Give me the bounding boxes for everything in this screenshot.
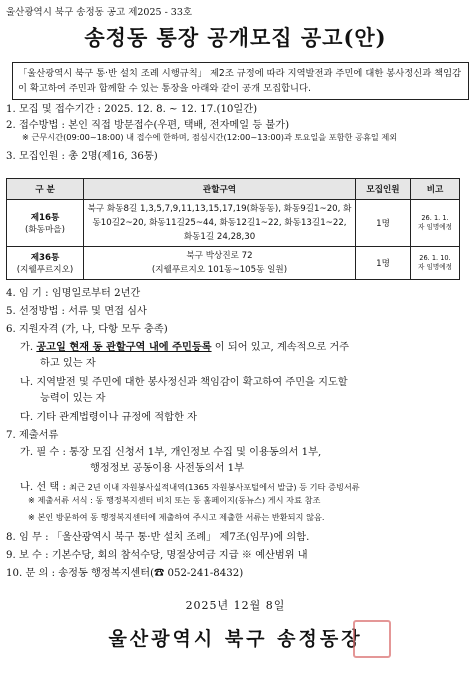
intro-text-2: 봉사정신과 책임감이 확고하여 주민과 함께할 수 있는 통장을 아래와 같이 공개 모집합니다. <box>18 68 462 94</box>
section-6-item-b-cont: 능력이 있는 자 <box>40 393 106 404</box>
section-9: 9. 보 수 : 기본수당, 회의 참석수당, 명절상여금 지급 ※ 예산범위 내 <box>6 550 308 561</box>
table-cell-division: 제16통 (화동마을) <box>7 200 84 247</box>
table-cell-remarks: 26. 1. 1. 자 임명예정 <box>411 200 460 247</box>
section-1: 1. 모집 및 접수기간 : 2025. 12. 8. ~ 12. 17.(10일간) <box>6 104 258 115</box>
table-header-count: 모집인원 <box>356 179 411 200</box>
document-header: 울산광역시 북구 송정동 공고 제2025 - 33호 <box>6 7 193 18</box>
section-3: 3. 모집인원 : 총 2명(제16, 36통) <box>6 151 158 162</box>
table-header-area: 관할구역 <box>84 179 356 200</box>
section-6-item-a: 가. 공고일 현재 동 관할구역 내에 주민등록 이 되어 있고, 계속적으로 거주 <box>20 341 350 353</box>
section-6-item-b: 나. 지역발전 및 주민에 대한 봉사정신과 책임감이 확고하여 주민을 지도할 <box>20 377 348 388</box>
intro-text-1: 「울산광역시 북구 통·반 설치 조례 시행규칙」 제2조 규정에 따라 지역발전과 주민에 대한 <box>18 68 384 79</box>
section-7-note-2: ※ 본인 방문하여 동 행정복지센터에 제출하여 주시고 제출한 서류는 반환되지 않음. <box>28 512 325 522</box>
section-6: 6. 지원자격 (가, 나, 다항 모두 충족) <box>6 324 168 335</box>
table-cell-count: 1명 <box>356 200 411 247</box>
page-title: 송정동 통장 공개모집 공고(안) <box>84 25 387 50</box>
table-row <box>7 200 460 247</box>
table-cell-count: 1명 <box>356 247 411 280</box>
section-8: 8. 임 무 : 「울산광역시 북구 통·반 설치 조례」 제7조(임무)에 의함. <box>6 532 310 543</box>
table-header-division: 구 분 <box>7 179 84 200</box>
intro-box <box>12 62 469 100</box>
table-cell-division: 제36통 (지웰푸르지오) <box>7 247 84 280</box>
table-cell-area: 북구 박상진로 72 (지웰푸르지오 101동~105동 일원) <box>84 247 356 280</box>
section-7-required: 가. 필 수 : 통장 모집 신청서 1부, 개인정보 수집 및 이용동의서 1부, <box>20 447 322 458</box>
recruitment-table <box>6 178 460 280</box>
section-7-required-cont: 행정정보 공동이용 사전동의서 1부 <box>90 463 244 474</box>
section-2-note: ※ 근무시간(09:00~18:00) 내 접수에 한하며, 점심시간(12:00~13:00)과 토요일을 포함한 공휴일 제외 <box>22 132 398 142</box>
issuer-signature: 울산광역시 북구 송정동장 <box>108 628 363 650</box>
section-7-note-1: ※ 제출서류 서식 : 동 행정복지센터 비치 또는 동 홈페이지(동뉴스) 게시 자료 참조 <box>28 495 321 505</box>
section-7: 7. 제출서류 <box>6 430 59 441</box>
table-header-remarks: 비고 <box>411 179 460 200</box>
official-seal-stamp <box>353 620 391 658</box>
section-2: 2. 접수방법 : 본인 직접 방문접수(우편, 택배, 전자메일 등 불가) <box>6 120 290 131</box>
section-6-item-c: 다. 기타 관계법령이나 규정에 적합한 자 <box>20 412 197 423</box>
table-cell-remarks: 26. 1. 10. 자 임명예정 <box>411 247 460 280</box>
section-10: 10. 문 의 : 송정동 행정복지센터(☎ 052-241-8432) <box>6 568 244 579</box>
section-4: 4. 임 기 : 임명일로부터 2년간 <box>6 288 141 299</box>
section-7-optional: 나. 선 택 : 최근 2년 이내 자원봉사실적내역(1365 자원봉사포털에서 발급) 등 기타 증빙서류 <box>20 482 360 493</box>
table-row <box>7 247 460 280</box>
table-cell-area: 북구 화동8길 1,3,5,7,9,11,13,15,17,19(화동동), 화동9길1~20, 화동10길2~20, 화동11길25~44, 화동12길1~22, 화동13길1~22, 화동1길 24,28,30 <box>84 200 356 247</box>
section-5: 5. 선정방법 : 서류 및 면접 심사 <box>6 306 147 317</box>
section-6-item-a-cont: 하고 있는 자 <box>40 358 96 369</box>
notice-date: 2025년 12월 8일 <box>185 599 286 612</box>
